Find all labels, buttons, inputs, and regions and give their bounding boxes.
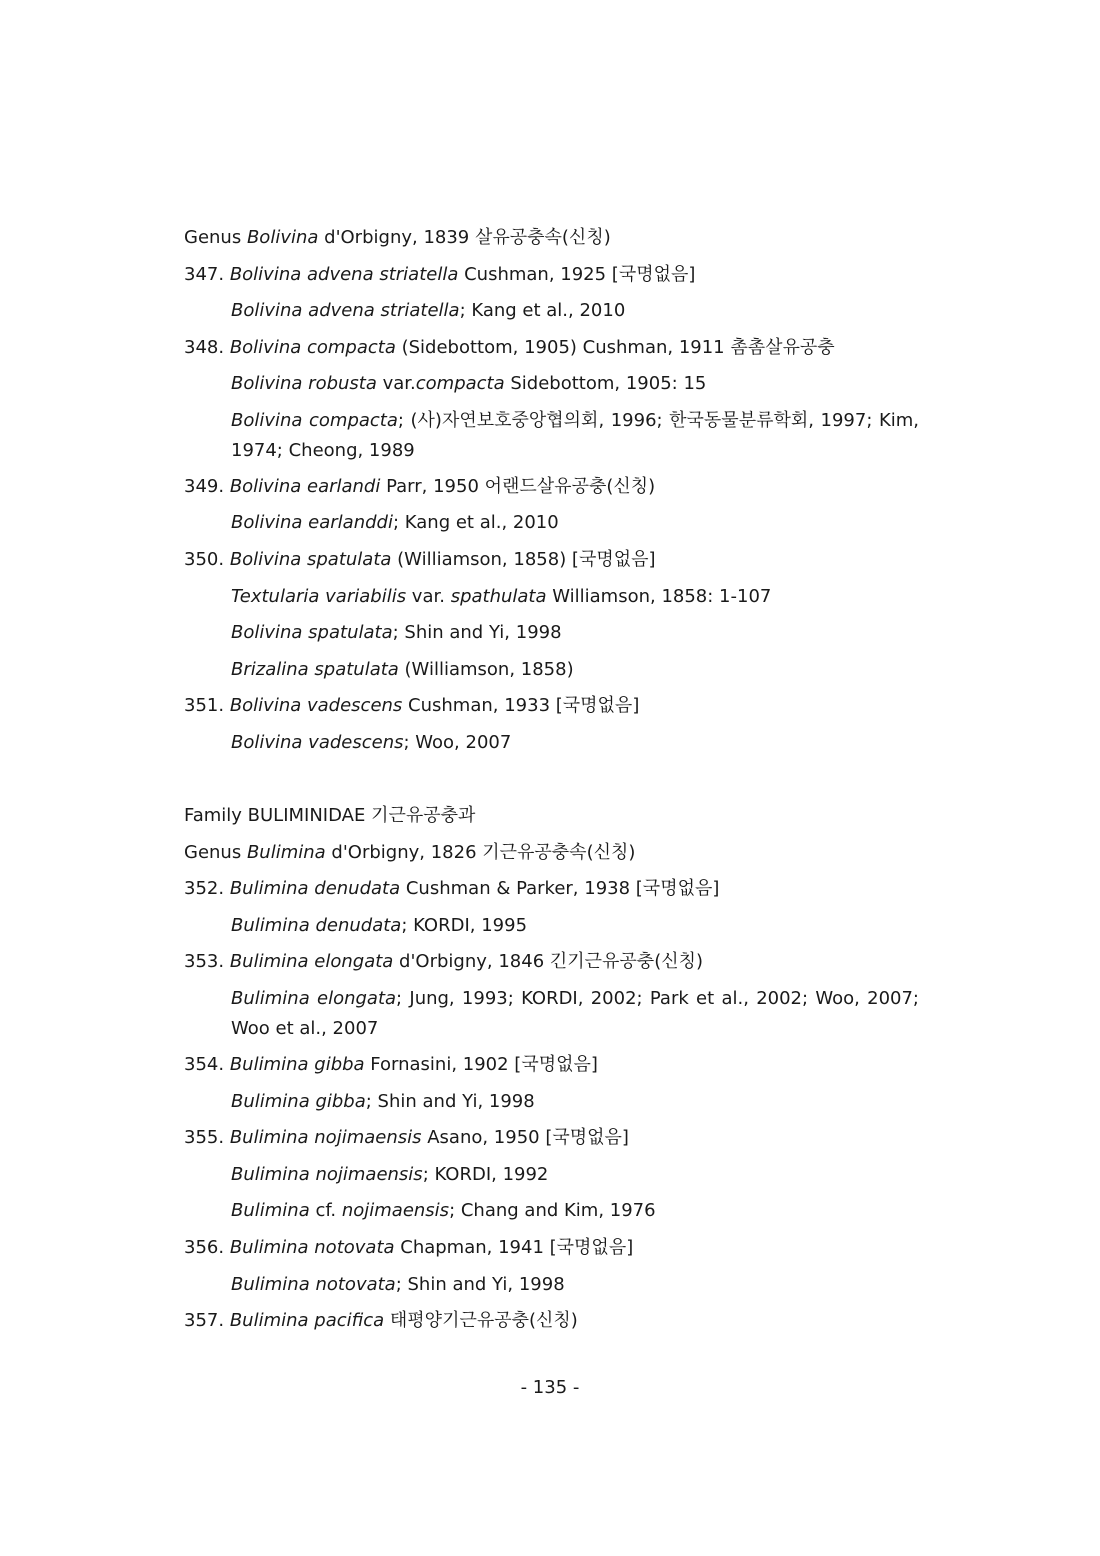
- scientific-name: Brizalina spatulata: [231, 659, 399, 680]
- scientific-name: Bulimina notovata: [231, 1274, 396, 1295]
- entry-text: Sidebottom, 1905: 15: [504, 373, 707, 394]
- entry-text: 350.: [184, 549, 230, 570]
- entry-text: Fornasini, 1902 [국명없음]: [364, 1054, 598, 1075]
- scientific-name: Bolivina robusta: [231, 373, 377, 394]
- entry-text: 352.: [184, 878, 230, 899]
- citation-line: [231, 911, 919, 941]
- entry-text: 태평양기근유공충(신칭): [384, 1310, 578, 1331]
- scientific-name: Bolivina vadescens: [229, 695, 403, 716]
- entry-text: ; Shin and Yi, 1998: [395, 1274, 565, 1295]
- scientific-name: Bolivina advena striatella: [231, 300, 460, 321]
- scientific-name: spathulata: [450, 586, 547, 607]
- citation-line: [231, 1270, 919, 1300]
- citation-line: [231, 618, 919, 648]
- scientific-name: Bulimina gibba: [231, 1091, 366, 1112]
- entry-text: d'Orbigny, 1839 살유공충속(신칭): [318, 227, 611, 248]
- scientific-name: Bolivina compacta: [229, 337, 396, 358]
- citation-line: [231, 582, 919, 612]
- citation-line: [231, 984, 919, 1044]
- entry-text: var.: [376, 373, 416, 394]
- entry-heading: [184, 874, 919, 904]
- entry-text: 347.: [184, 264, 230, 285]
- scientific-name: Textularia variabilis: [231, 586, 407, 607]
- entry-text: d'Orbigny, 1826 기근유공충속(신칭): [325, 842, 636, 863]
- entry-text: cf.: [309, 1200, 342, 1221]
- citation-line: [231, 1196, 919, 1226]
- entry-text: 349.: [184, 476, 230, 497]
- page-number: - 135 -: [520, 1377, 580, 1398]
- entry-text: (Williamson, 1858) [국명없음]: [391, 549, 656, 570]
- citation-line: [231, 369, 919, 399]
- entry-heading: [184, 1123, 919, 1153]
- entry-text: ; Jung, 1993; KORDI, 2002; Park et al., 2002; Woo, 2007; Woo et al., 2007: [231, 988, 919, 1039]
- entry-text: 354.: [184, 1054, 230, 1075]
- scientific-name: Bulimina denudata: [229, 878, 401, 899]
- entry-text: 348.: [184, 337, 230, 358]
- scientific-name: Bulimina elongata: [229, 951, 394, 972]
- entry-text: 357.: [184, 1310, 230, 1331]
- entry-text: ; Shin and Yi, 1998: [365, 1091, 535, 1112]
- entry-heading: [184, 472, 919, 502]
- entry-text: 355.: [184, 1127, 230, 1148]
- entry-text: Cushman & Parker, 1938 [국명없음]: [400, 878, 720, 899]
- scientific-name: Bolivina: [246, 227, 319, 248]
- entry-heading: [184, 801, 919, 831]
- entry-text: 351.: [184, 695, 230, 716]
- entry-text: Parr, 1950 어랜드살유공충(신칭): [380, 476, 656, 497]
- entry-text: d'Orbigny, 1846 긴기근유공충(신칭): [393, 951, 704, 972]
- entry-heading: [184, 545, 919, 575]
- entry-text: Genus: [184, 842, 247, 863]
- entry-heading: [184, 838, 919, 868]
- scientific-name: Bulimina: [246, 842, 326, 863]
- entry-text: Cushman, 1933 [국명없음]: [402, 695, 640, 716]
- scientific-name: Bolivina earlandi: [229, 476, 381, 497]
- entry-text: (Williamson, 1858): [398, 659, 574, 680]
- entry-heading: [184, 691, 919, 721]
- entry-text: 353.: [184, 951, 230, 972]
- entry-text: Genus: [184, 227, 247, 248]
- entry-heading: [184, 947, 919, 977]
- entry-text: 356.: [184, 1237, 230, 1258]
- entry-text: Williamson, 1858: 1-107: [546, 586, 772, 607]
- citation-line: [231, 508, 919, 538]
- entry-text: Cushman, 1925 [국명없음]: [458, 264, 696, 285]
- entry-text: ; Shin and Yi, 1998: [392, 622, 562, 643]
- entry-heading: [184, 333, 919, 363]
- entry-heading: [184, 1050, 919, 1080]
- citation-line: [231, 1087, 919, 1117]
- citation-line: [231, 728, 919, 758]
- entry-heading: [184, 1233, 919, 1263]
- entry-text: ; Chang and Kim, 1976: [449, 1200, 656, 1221]
- scientific-name: Bulimina pacifica: [229, 1310, 385, 1331]
- entry-text: Asano, 1950 [국명없음]: [421, 1127, 629, 1148]
- citation-line: [231, 1160, 919, 1190]
- scientific-name: Bulimina: [231, 1200, 310, 1221]
- citation-line: [231, 655, 919, 685]
- scientific-name: Bulimina gibba: [229, 1054, 365, 1075]
- scientific-name: Bolivina advena striatella: [229, 264, 459, 285]
- scientific-name: nojimaensis: [341, 1200, 450, 1221]
- entry-text: ; Woo, 2007: [403, 732, 512, 753]
- citation-line: [231, 406, 919, 466]
- entry-text: ; Kang et al., 2010: [459, 300, 626, 321]
- entry-text: Family BULIMINIDAE 기근유공충과: [184, 805, 476, 826]
- scientific-name: Bolivina compacta: [231, 410, 398, 431]
- entry-text: var.: [406, 586, 451, 607]
- scientific-name: Bulimina notovata: [229, 1237, 395, 1258]
- entry-text: ; (사)자연보호중앙협의회, 1996; 한국동물분류학회, 1997; Kim, 1974; Cheong, 1989: [231, 410, 920, 461]
- citation-line: [231, 296, 919, 326]
- scientific-name: Bulimina elongata: [231, 988, 397, 1009]
- scientific-name: Bolivina spatulata: [231, 622, 393, 643]
- scientific-name: Bolivina spatulata: [229, 549, 392, 570]
- entry-text: Chapman, 1941 [국명없음]: [394, 1237, 634, 1258]
- entry-text: ; KORDI, 1992: [422, 1164, 549, 1185]
- scientific-name: Bulimina nojimaensis: [231, 1164, 423, 1185]
- entry-heading: [184, 1306, 919, 1336]
- entry-text: (Sidebottom, 1905) Cushman, 1911 촘촘살유공충: [395, 337, 835, 358]
- scientific-name: Bolivina vadescens: [231, 732, 404, 753]
- entry-text: ; KORDI, 1995: [401, 915, 528, 936]
- scientific-name: Bulimina nojimaensis: [229, 1127, 422, 1148]
- entry-heading: [184, 223, 919, 253]
- scientific-name: Bulimina denudata: [231, 915, 402, 936]
- entry-heading: [184, 260, 919, 290]
- entry-text: ; Kang et al., 2010: [392, 512, 559, 533]
- scientific-name: compacta: [415, 373, 505, 394]
- scientific-name: Bolivina earlanddi: [231, 512, 393, 533]
